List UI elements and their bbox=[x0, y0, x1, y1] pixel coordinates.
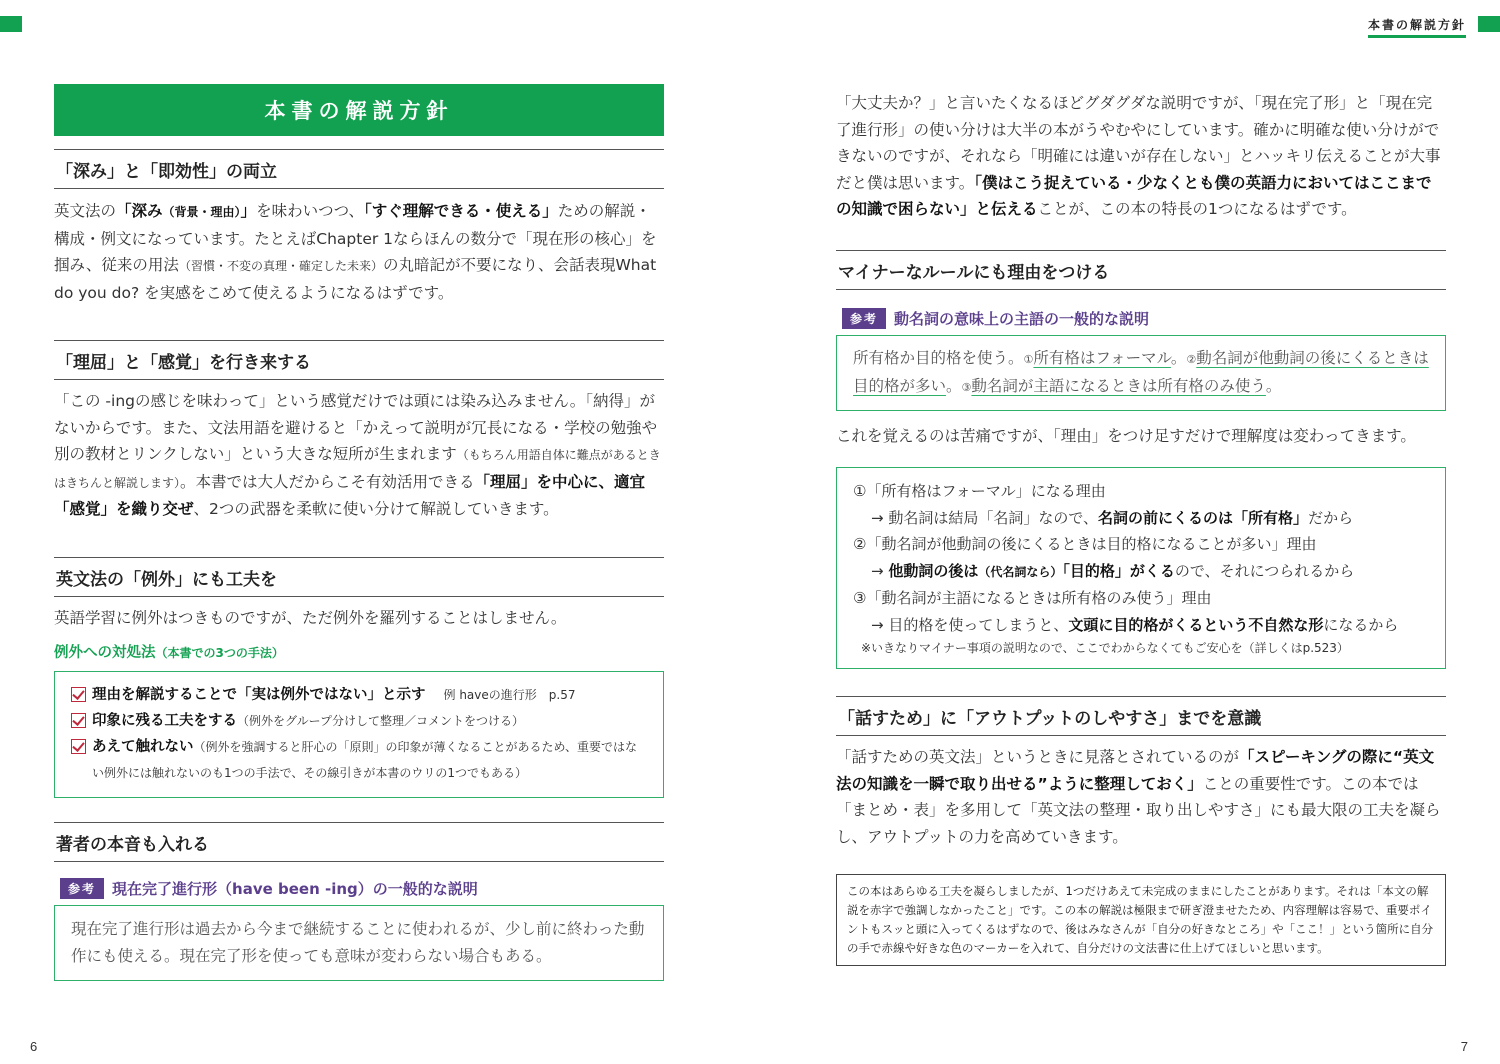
text-span: 。 bbox=[1265, 376, 1282, 395]
bold-span: 」 bbox=[240, 202, 257, 220]
checklist-item-label: 理由を解説することで「実は例外ではない」と示す bbox=[92, 687, 426, 703]
exceptions-subheading bbox=[54, 641, 664, 662]
text-span: 「大丈夫か？」と言いたくなるほどグダグダな説明ですが、「現在完了形」と「現在完了進行形」の使い分けは大半の本がうやむやにしています。確かに明確な使い分けができないのですが、それなら「明確には違いが存在しない」とハッキリ伝えることが大事だと僕は思います。 bbox=[836, 94, 1441, 192]
bold-span: 「すぐ理解できる・使える」 bbox=[363, 202, 558, 220]
text-span: 所有格か目的格を使う。 bbox=[853, 348, 1024, 367]
section-heading-depth-immediacy: 「深み」と「即効性」の両立 bbox=[54, 149, 664, 189]
bold-span: 「スピーキングの際に“英文法の知識を一瞬で取り出せる”ように整理しておく」 bbox=[836, 748, 1435, 793]
page-number-left: 6 bbox=[30, 1039, 38, 1054]
reference-heading-gerund-subject bbox=[836, 308, 1446, 329]
checkmark-icon bbox=[71, 713, 86, 728]
text-span: だから bbox=[1308, 508, 1354, 527]
reason-heading: ②「動名詞が他動詞の後にくるときは目的格になることが多い」理由 bbox=[853, 535, 1317, 553]
section-body-exceptions: 英語学習に例外はつきものですが、ただ例外を羅列することはしません。 bbox=[54, 608, 567, 627]
checklist-item bbox=[71, 682, 649, 708]
checklist-item bbox=[71, 734, 649, 786]
text-span: 「この -ingの感じを味わって」という感覚だけでは頭には染み込みません。「納得」がないからです。また、文法用語を避けると「かえって説明が冗長になる・学校の勉強や別の教材とリンクしない」という大きな短所が生まれます bbox=[54, 392, 658, 463]
checklist-item bbox=[71, 708, 649, 734]
section-body-output bbox=[836, 744, 1446, 850]
text-span: ことの重要性です。この本では「まとめ・表」を多用して「英文法の整理・取り出しやすさ」にも最大限の工夫を凝らし、アウトプットの力を高めていきます。 bbox=[836, 774, 1441, 846]
reference-box-gerund-subject bbox=[836, 335, 1446, 411]
small-note: （背景・理由） bbox=[162, 205, 241, 219]
bold-span: 文頭に目的格がくるという不自然な形 bbox=[1068, 615, 1324, 634]
text-span: 、2つの武器を柔軟に使い分けて解説していきます。 bbox=[193, 500, 559, 518]
exceptions-checklist-box bbox=[54, 671, 664, 798]
checklist-item-label: 印象に残る工夫をする bbox=[92, 713, 237, 729]
text-span: 。 bbox=[946, 376, 962, 395]
text-span: → bbox=[871, 561, 889, 580]
intro-paragraph bbox=[836, 90, 1446, 223]
small-note: （もちろん用語自体に難点があるときはきちんと解説します） bbox=[54, 448, 661, 490]
section-body-depth-immediacy bbox=[54, 198, 664, 306]
checklist-item-note: （例外を強調すると肝心の「原則」の印象が薄くなることがあるため、重要ではない例外には触れないのも1つの手法で、その線引きが本書のウリの1つでもある） bbox=[92, 740, 638, 780]
text-span: 「話すための英文法」というときに見落とされているのが bbox=[836, 748, 1240, 766]
reason-explanation bbox=[853, 558, 1431, 586]
running-header: 本書の解説方針 bbox=[1368, 16, 1466, 38]
text-span: 。本書では大人だからこそ有効活用できる bbox=[180, 472, 475, 491]
reason-heading: ③「動名詞が主語になるときは所有格のみ使う」理由 bbox=[853, 589, 1212, 607]
checklist-item-label: あえて触れない bbox=[92, 739, 194, 755]
reference-badge: 参考 bbox=[842, 308, 886, 329]
reason-explanation bbox=[853, 612, 1431, 639]
reason-explanation bbox=[853, 505, 1431, 532]
section-body-logic-feeling bbox=[54, 388, 664, 523]
section-heading-output: 「話すため」に「アウトプットのしやすさ」までを意識 bbox=[836, 696, 1446, 736]
reference-title: 現在完了進行形（have been -ing）の一般的な説明 bbox=[112, 880, 478, 898]
checkmark-icon bbox=[71, 687, 86, 702]
reasons-box bbox=[836, 467, 1446, 669]
underlined-rule: 動名詞が他動詞の後にくるときは目的格が多い bbox=[853, 348, 1429, 395]
reason-heading: ①「所有格はフォーマル」になる理由 bbox=[853, 482, 1106, 500]
small-note: （代名詞なら） bbox=[978, 564, 1063, 579]
left-page-column bbox=[54, 84, 664, 981]
checklist-item-note: （例外をグループ分けして整理／コメントをつける） bbox=[237, 714, 525, 728]
reference-badge: 参考 bbox=[60, 878, 104, 899]
text-span: ので、それにつられるから bbox=[1174, 561, 1355, 580]
page-number-right: 7 bbox=[1460, 1039, 1468, 1054]
text-span: → 目的格を使ってしまうと、 bbox=[871, 615, 1069, 634]
circled-number: ① bbox=[1023, 352, 1034, 366]
section-heading-honest-opinion: 著者の本音も入れる bbox=[54, 822, 664, 862]
text-span: → 動名詞は結局「名詞」なので、 bbox=[871, 508, 1099, 527]
checkmark-icon bbox=[71, 739, 86, 754]
reference-heading-present-perfect-progressive bbox=[54, 878, 664, 899]
reasons-footnote: ※いきなりマイナー事項の説明なので、ここでわからなくてもご安心を（詳しくはp.523） bbox=[861, 641, 1349, 655]
bold-span: 「理屈」を中心に、適宜「感覚」を織り交ぜ bbox=[54, 472, 646, 518]
reference-box-present-perfect-progressive: 現在完了進行形は過去から今まで継続することに使われるが、少し前に終わった動作にも使える。現在完了形を使っても意味が変わらない場合もある。 bbox=[54, 905, 664, 981]
underlined-rule: 所有格はフォーマル bbox=[1033, 348, 1171, 367]
section-heading-minor-rules: マイナーなルールにも理由をつける bbox=[836, 250, 1446, 290]
author-note-box: この本はあらゆる工夫を凝らしましたが、1つだけあえて未完成のままにしたことがあります。それは「本文の解説を赤字で強調しなかったこと」です。この本の解説は極限まで研ぎ澄ませたため、内容理解は容易で、重要ポイントもスッと頭に入ってくるはずなので、後はみなさんが「自分の好きなところ」や「ここ！」という箇所に自分の手で赤線や好きな色のマーカーを入れて、自分だけの文法書に仕上げてほしいと思います。 bbox=[836, 874, 1446, 966]
small-note: （習慣・不変の真理・確定した未来） bbox=[178, 259, 383, 273]
text-span: ための解説・構成・例文になっています。たとえばChapter 1ならほんの数分で「現在形の核心」を掴み、従来の用法 bbox=[54, 202, 657, 274]
text-span: ことが、この本の特長の1つになるはずです。 bbox=[1037, 200, 1357, 218]
subheading-label: 例外への対処法 bbox=[54, 645, 156, 661]
bold-span: 名詞の前にくるのは「所有格」 bbox=[1098, 508, 1309, 527]
checklist-item-example: 例 haveの進行形 p.57 bbox=[443, 688, 576, 702]
text-span: の丸暗記が不要になり、会話表現What do you do? を実感をこめて使えるようになるはずです。 bbox=[54, 256, 657, 302]
text-span: を味わいつつ、 bbox=[256, 202, 364, 220]
minor-rules-paragraph: これを覚えるのは苦痛ですが、「理由」をつけ足すだけで理解度は変わってきます。 bbox=[836, 426, 1416, 445]
circled-number: ③ bbox=[961, 380, 972, 394]
right-page-column bbox=[836, 90, 1446, 966]
text-span: 英文法の bbox=[54, 202, 117, 220]
circled-number: ② bbox=[1186, 352, 1197, 366]
text-span: になるから bbox=[1323, 615, 1399, 634]
page-tab-marker-right bbox=[1478, 16, 1500, 32]
underlined-rule: 動名詞が主語になるときは所有格のみ使う bbox=[971, 376, 1266, 395]
subheading-note: （本書での3つの手法） bbox=[155, 646, 284, 660]
bold-span: 「僕はこう捉えている・少なくとも僕の英語力においてはここまでの知識で困らない」と伝える bbox=[836, 173, 1432, 218]
reference-title: 動名詞の意味上の主語の一般的な説明 bbox=[894, 309, 1150, 328]
text-span: 。 bbox=[1170, 348, 1187, 367]
page-tab-marker-left bbox=[0, 16, 22, 32]
bold-span: 「深み bbox=[116, 202, 163, 220]
section-heading-exceptions: 英文法の「例外」にも工夫を bbox=[54, 557, 664, 597]
bold-span: 「目的格」がくる bbox=[1062, 561, 1175, 580]
section-heading-logic-feeling: 「理屈」と「感覚」を行き来する bbox=[54, 340, 664, 380]
bold-span: 他動詞の後は bbox=[888, 561, 979, 580]
page-title-banner: 本書の解説方針 bbox=[54, 84, 664, 136]
